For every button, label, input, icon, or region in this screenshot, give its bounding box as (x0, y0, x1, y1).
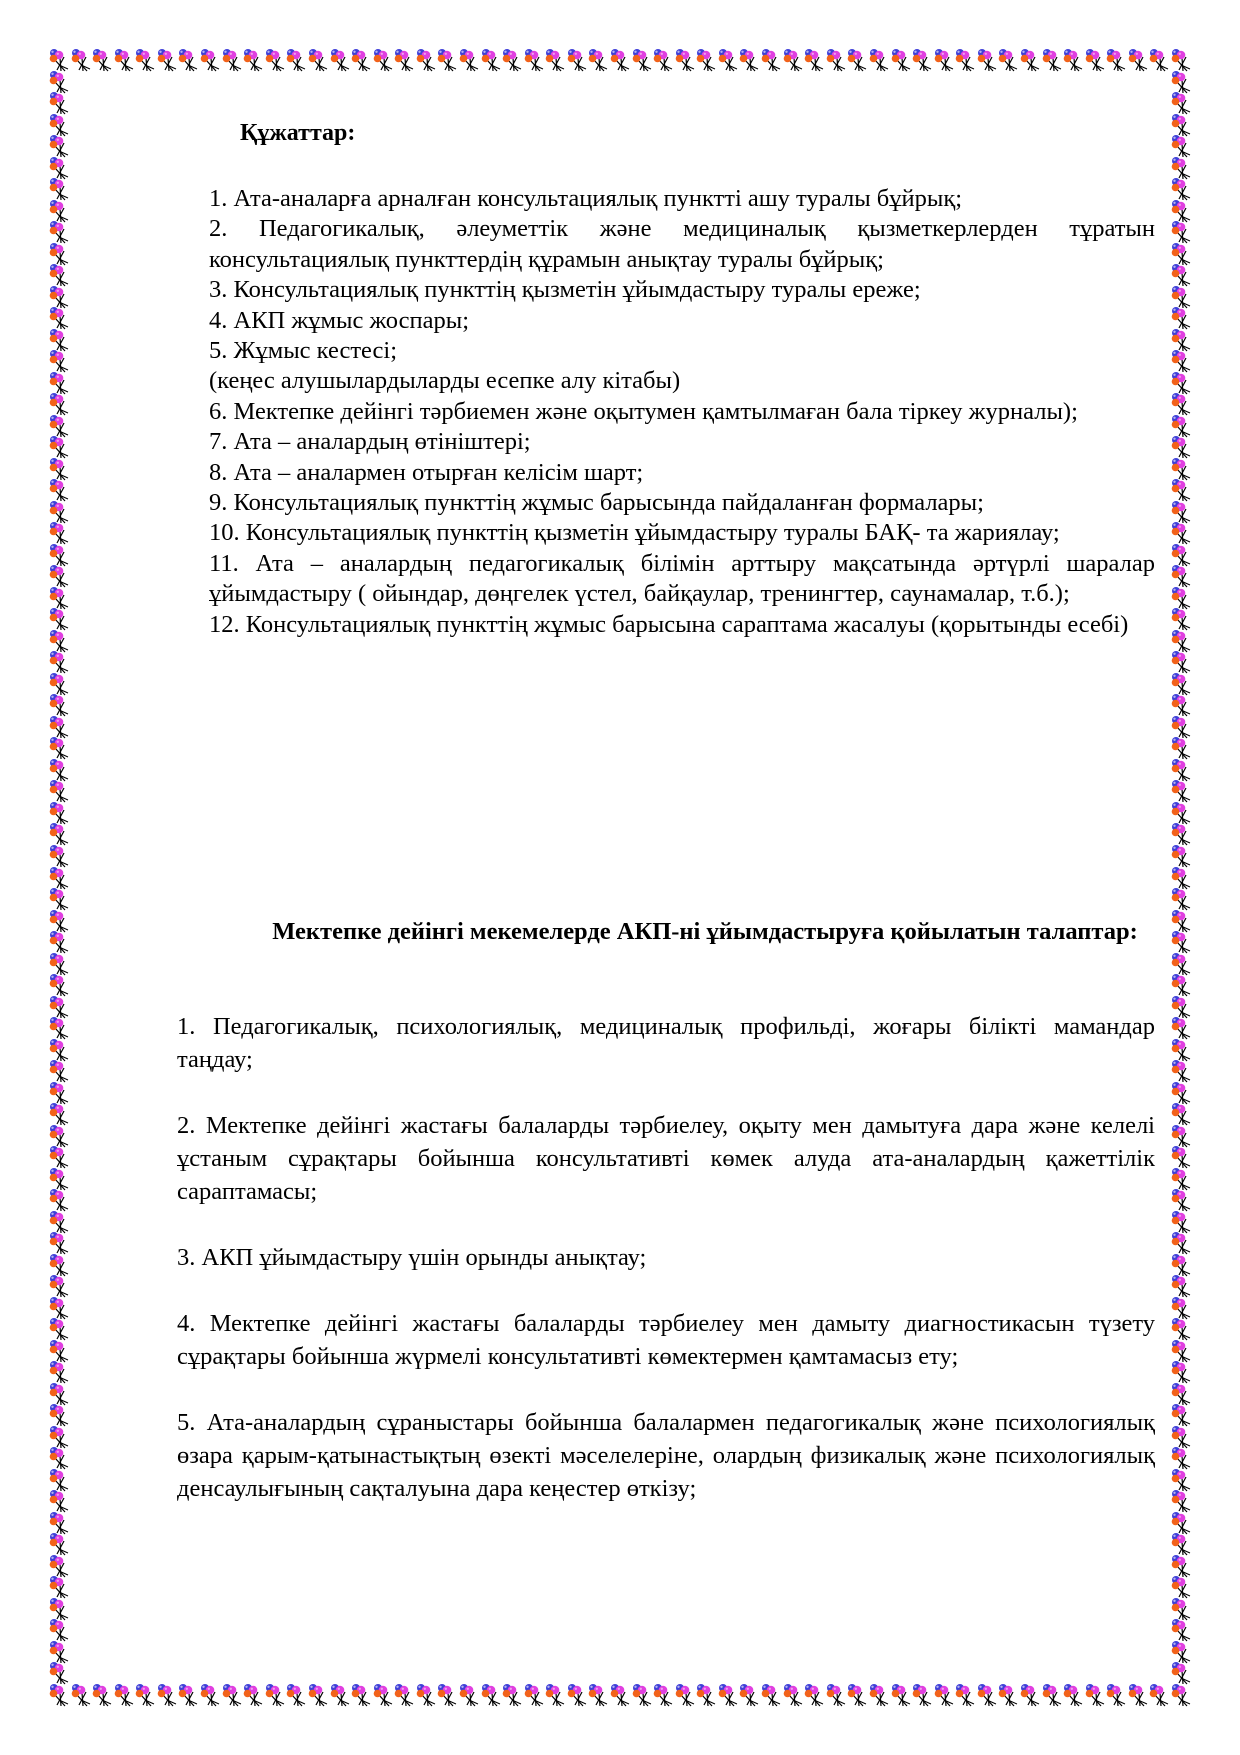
balloon-icon (48, 328, 70, 352)
balloon-icon (1170, 1575, 1192, 1599)
balloon-icon (48, 285, 70, 309)
list-item: 2. Педагогикалық, әлеуметтік және медициналық қызметкерлерден тұратын консультациялық пункттердің құрамын анықтау туралы бұйрық; (209, 215, 1155, 273)
balloon-icon (48, 758, 70, 782)
balloon-icon (307, 48, 329, 72)
balloon-icon (1170, 1360, 1192, 1384)
balloon-icon (1170, 543, 1192, 567)
balloon-icon (48, 1511, 70, 1535)
balloon-icon (609, 48, 631, 72)
balloon-icon (1170, 758, 1192, 782)
balloon-icon (221, 48, 243, 72)
balloon-icon (48, 306, 70, 330)
balloon-icon (501, 1683, 523, 1707)
balloon-icon (1170, 156, 1192, 180)
balloon-icon (48, 1339, 70, 1363)
balloon-icon (760, 48, 782, 72)
balloon-icon (1170, 1661, 1192, 1685)
balloon-icon (307, 1683, 329, 1707)
balloon-icon (631, 1683, 653, 1707)
balloon-icon (523, 48, 545, 72)
balloon-icon (1170, 693, 1192, 717)
balloon-icon (501, 48, 523, 72)
balloon-icon (1170, 822, 1192, 846)
balloon-icon (48, 1360, 70, 1384)
balloon-icon (1041, 48, 1063, 72)
balloon-icon (997, 48, 1019, 72)
balloon-icon (48, 263, 70, 287)
balloon-icon (566, 1683, 588, 1707)
balloon-icon (91, 1683, 113, 1707)
balloon-icon (1170, 242, 1192, 266)
list-item: 9. Консультациялық пункттің жұмыс барысында пайдаланған формалары; (209, 489, 984, 517)
balloon-icon (458, 48, 480, 72)
balloon-icon (242, 1683, 264, 1707)
balloon-icon (587, 1683, 609, 1707)
balloon-icon (48, 521, 70, 545)
balloon-icon (1170, 1640, 1192, 1664)
list-item: 10. Консультациялық пункттің қызметін ұйымдастыру туралы БАҚ- та жариялау; (209, 519, 1060, 547)
balloon-icon (113, 48, 135, 72)
balloon-icon (1170, 1339, 1192, 1363)
balloon-icon (480, 1683, 502, 1707)
balloon-icon (1170, 1511, 1192, 1535)
balloon-icon (393, 1683, 415, 1707)
documents-heading: Құжаттар: (240, 120, 356, 146)
balloon-icon (48, 1231, 70, 1255)
balloon-icon (48, 930, 70, 954)
balloon-icon (1170, 607, 1192, 631)
balloon-icon (48, 1597, 70, 1621)
balloon-icon (1170, 1683, 1192, 1707)
balloon-icon (1170, 48, 1192, 72)
balloon-icon (1170, 263, 1192, 287)
list-item: 3. Консультациялық пункттің қызметін ұйымдастыру туралы ереже; (209, 276, 921, 304)
balloon-icon (372, 1683, 394, 1707)
balloon-icon (264, 1683, 286, 1707)
list-item: 6. Мектепке дейінгі тәрбиемен және оқытумен қамтылмаған бала тіркеу журналы); (209, 397, 1078, 425)
balloon-icon (1105, 1683, 1127, 1707)
balloon-icon (48, 801, 70, 825)
balloon-icon (1170, 1059, 1192, 1083)
balloon-icon (1170, 199, 1192, 223)
balloon-icon (1170, 1167, 1192, 1191)
balloon-icon (48, 629, 70, 653)
balloon-icon (48, 1554, 70, 1578)
balloon-icon (285, 1683, 307, 1707)
balloon-icon (587, 48, 609, 72)
balloon-icon (48, 1403, 70, 1427)
balloon-icon (48, 113, 70, 137)
balloon-icon (1170, 1231, 1192, 1255)
balloon-icon (1170, 371, 1192, 395)
balloon-icon (48, 607, 70, 631)
balloon-icon (1170, 457, 1192, 481)
balloon-icon (1170, 887, 1192, 911)
list-item: 8. Ата – аналармен отырған келісім шарт; (209, 458, 644, 486)
balloon-icon (1170, 1554, 1192, 1578)
balloon-icon (1170, 1532, 1192, 1556)
balloon-icon (48, 1640, 70, 1664)
balloon-icon (1170, 1489, 1192, 1513)
balloon-icon (48, 693, 70, 717)
balloon-icon (48, 134, 70, 158)
balloon-icon (48, 736, 70, 760)
list-item: 4. Мектепке дейінгі жастағы балаларды тәрбиелеу мен дамыту диагностикасын түзету сұрақтары бойынша жүрмелі консультативті көмектермен қамтамасыз ету; (177, 1310, 1155, 1370)
balloon-icon (1170, 1016, 1192, 1040)
balloon-icon (48, 1425, 70, 1449)
balloon-icon (350, 48, 372, 72)
balloon-icon (70, 1683, 92, 1707)
balloon-icon (1170, 70, 1192, 94)
balloon-icon (1170, 564, 1192, 588)
balloon-icon (1127, 1683, 1149, 1707)
balloon-icon (48, 952, 70, 976)
balloon-icon (1170, 478, 1192, 502)
list-item: (кеңес алушылардыларды есепке алу кітабы) (209, 367, 681, 395)
balloon-icon (1148, 48, 1170, 72)
balloon-icon (48, 1575, 70, 1599)
balloon-icon (480, 48, 502, 72)
balloon-icon (436, 1683, 458, 1707)
balloon-icon (1170, 930, 1192, 954)
requirements-list (177, 1010, 1155, 1538)
balloon-icon (1170, 500, 1192, 524)
balloon-icon (1170, 1468, 1192, 1492)
balloon-icon (1170, 736, 1192, 760)
balloon-icon (393, 48, 415, 72)
balloon-icon (674, 48, 696, 72)
balloon-icon (1170, 392, 1192, 416)
requirements-heading: Мектепке дейінгі мекемелерде АКП-ні ұйымдастыруға қойылатын талаптар: (272, 918, 1138, 945)
list-item: 5. Жұмыс кестесі; (209, 337, 397, 365)
balloon-icon (1170, 349, 1192, 373)
balloon-icon (48, 1618, 70, 1642)
balloon-icon (1170, 1124, 1192, 1148)
balloon-icon (1170, 1618, 1192, 1642)
balloon-icon (1170, 1253, 1192, 1277)
balloon-icon (48, 220, 70, 244)
list-item: 5. Ата-аналардың сұраныстары бойынша балалармен педагогикалық және психологиялық өзара қарым-қатынастықтың өзекті мәселелеріне, олардың физикалық және психологиялық денсаулығының сақталуына дара кеңестер өткізу; (177, 1409, 1155, 1502)
balloon-icon (48, 1532, 70, 1556)
balloon-icon (329, 48, 351, 72)
balloon-icon (48, 650, 70, 674)
balloon-icon (350, 1683, 372, 1707)
balloon-icon (803, 48, 825, 72)
balloon-icon (933, 1683, 955, 1707)
balloon-icon (48, 199, 70, 223)
balloon-icon (1170, 113, 1192, 137)
balloon-icon (631, 48, 653, 72)
balloon-icon (1170, 1188, 1192, 1212)
balloon-icon (695, 48, 717, 72)
balloon-icon (48, 91, 70, 115)
balloon-icon (1170, 909, 1192, 933)
balloon-icon (1170, 414, 1192, 438)
balloon-icon (48, 779, 70, 803)
balloon-icon (911, 48, 933, 72)
balloon-icon (1170, 134, 1192, 158)
balloon-icon (717, 48, 739, 72)
balloon-icon (717, 1683, 739, 1707)
balloon-icon (1170, 844, 1192, 868)
balloon-icon (976, 1683, 998, 1707)
balloon-icon (544, 1683, 566, 1707)
balloon-icon (1062, 1683, 1084, 1707)
balloon-icon (846, 48, 868, 72)
balloon-icon (48, 1296, 70, 1320)
balloon-icon (285, 48, 307, 72)
balloon-icon (1170, 973, 1192, 997)
balloon-icon (1170, 177, 1192, 201)
balloon-icon (48, 866, 70, 890)
balloon-icon (48, 457, 70, 481)
balloon-icon (48, 70, 70, 94)
balloon-icon (1170, 1038, 1192, 1062)
balloon-icon (177, 48, 199, 72)
balloon-icon (48, 1145, 70, 1169)
balloon-icon (1170, 1317, 1192, 1341)
list-item: 2. Мектепке дейінгі жастағы балаларды тәрбиелеу, оқыту мен дамытуға дара және келелі ұстаным сұрақтары бойынша консультативті көмек алуда ата-аналардың қажеттілік сараптамасы; (177, 1112, 1155, 1205)
balloon-icon (738, 1683, 760, 1707)
balloon-icon (177, 1683, 199, 1707)
balloon-icon (1148, 1683, 1170, 1707)
balloon-icon (1062, 48, 1084, 72)
balloon-icon (48, 1102, 70, 1126)
balloon-icon (1170, 586, 1192, 610)
balloon-icon (652, 48, 674, 72)
balloon-icon (48, 1016, 70, 1040)
balloon-icon (48, 564, 70, 588)
balloon-icon (48, 242, 70, 266)
balloon-icon (48, 1382, 70, 1406)
balloon-icon (264, 48, 286, 72)
balloon-icon (48, 586, 70, 610)
documents-list (209, 184, 1155, 640)
balloon-icon (48, 371, 70, 395)
balloon-icon (1170, 672, 1192, 696)
balloon-icon (566, 48, 588, 72)
balloon-icon (48, 1489, 70, 1513)
balloon-icon (1127, 48, 1149, 72)
balloon-icon (825, 48, 847, 72)
balloon-icon (48, 1188, 70, 1212)
balloon-icon (48, 349, 70, 373)
balloon-icon (825, 1683, 847, 1707)
balloon-icon (48, 156, 70, 180)
balloon-icon (954, 48, 976, 72)
list-item: 4. АКП жұмыс жоспары; (209, 306, 470, 334)
balloon-icon (48, 1317, 70, 1341)
balloon-icon (1170, 521, 1192, 545)
balloon-icon (48, 822, 70, 846)
balloon-icon (329, 1683, 351, 1707)
balloon-icon (415, 48, 437, 72)
balloon-icon (48, 48, 70, 72)
balloon-icon (48, 414, 70, 438)
balloon-icon (890, 1683, 912, 1707)
balloon-icon (1170, 1446, 1192, 1470)
balloon-icon (48, 177, 70, 201)
balloon-icon (1170, 1296, 1192, 1320)
balloon-icon (782, 1683, 804, 1707)
balloon-icon (1170, 995, 1192, 1019)
balloon-icon (609, 1683, 631, 1707)
balloon-icon (458, 1683, 480, 1707)
balloon-icon (221, 1683, 243, 1707)
balloon-icon (890, 48, 912, 72)
balloon-icon (1170, 220, 1192, 244)
balloon-icon (48, 478, 70, 502)
balloon-icon (48, 500, 70, 524)
balloon-icon (803, 1683, 825, 1707)
balloon-icon (1084, 48, 1106, 72)
balloon-icon (156, 48, 178, 72)
balloon-icon (48, 1253, 70, 1277)
balloon-icon (372, 48, 394, 72)
balloon-icon (199, 1683, 221, 1707)
balloon-icon (1084, 1683, 1106, 1707)
balloon-icon (48, 973, 70, 997)
balloon-icon (868, 48, 890, 72)
balloon-icon (70, 48, 92, 72)
balloon-icon (523, 1683, 545, 1707)
balloon-icon (48, 1468, 70, 1492)
list-item: 1. Педагогикалық, психологиялық, медициналық профильді, жоғары білікті мамандар таңдау; (177, 1013, 1155, 1073)
balloon-icon (1170, 306, 1192, 330)
balloon-icon (1170, 1210, 1192, 1234)
balloon-icon (1170, 650, 1192, 674)
balloon-icon (997, 1683, 1019, 1707)
balloon-icon (48, 1124, 70, 1148)
balloon-icon (48, 1683, 70, 1707)
balloon-icon (1170, 952, 1192, 976)
balloon-icon (1019, 1683, 1041, 1707)
balloon-icon (544, 48, 566, 72)
balloon-icon (868, 1683, 890, 1707)
balloon-icon (1170, 1102, 1192, 1126)
balloon-icon (1170, 715, 1192, 739)
balloon-icon (48, 543, 70, 567)
balloon-icon (91, 48, 113, 72)
balloon-icon (846, 1683, 868, 1707)
balloon-icon (911, 1683, 933, 1707)
balloon-icon (48, 909, 70, 933)
balloon-icon (134, 1683, 156, 1707)
list-item: 1. Ата-аналарға арналған консультациялық пунктті ашу туралы бұйрық; (209, 185, 963, 212)
balloon-icon (1170, 1403, 1192, 1427)
balloon-icon (48, 1446, 70, 1470)
balloon-icon (134, 48, 156, 72)
list-item: 12. Консультациялық пункттің жұмыс барысына сараптама жасалуы (қорытынды есебі) (209, 610, 1129, 638)
balloon-icon (48, 844, 70, 868)
balloon-icon (1170, 91, 1192, 115)
balloon-icon (1170, 435, 1192, 459)
balloon-icon (242, 48, 264, 72)
balloon-icon (48, 1081, 70, 1105)
balloon-icon (674, 1683, 696, 1707)
balloon-icon (48, 435, 70, 459)
balloon-icon (1170, 1081, 1192, 1105)
balloon-icon (48, 715, 70, 739)
balloon-icon (48, 392, 70, 416)
balloon-icon (48, 1059, 70, 1083)
balloon-icon (933, 48, 955, 72)
balloon-icon (1170, 779, 1192, 803)
balloon-icon (48, 1210, 70, 1234)
balloon-icon (48, 995, 70, 1019)
balloon-icon (1170, 801, 1192, 825)
list-item: 11. Ата – аналардың педагогикалық білімін арттыру мақсатында әртүрлі шаралар ұйымдастыру ( ойындар, дөңгелек үстел, байқаулар, тренингтер, саунамалар, т.б.); (209, 549, 1155, 608)
balloon-icon (782, 48, 804, 72)
balloon-icon (1041, 1683, 1063, 1707)
balloon-icon (48, 1274, 70, 1298)
balloon-icon (48, 1038, 70, 1062)
balloon-icon (199, 48, 221, 72)
balloon-icon (695, 1683, 717, 1707)
balloon-icon (1170, 328, 1192, 352)
balloon-icon (976, 48, 998, 72)
balloon-icon (1170, 1425, 1192, 1449)
balloon-icon (415, 1683, 437, 1707)
balloon-icon (1019, 48, 1041, 72)
list-item: 3. АКП ұйымдастыру үшін орынды анықтау; (177, 1244, 647, 1271)
list-item: 7. Ата – аналардың өтініштері; (209, 428, 531, 456)
balloon-icon (1170, 1145, 1192, 1169)
balloon-icon (760, 1683, 782, 1707)
balloon-icon (1170, 1597, 1192, 1621)
balloon-icon (652, 1683, 674, 1707)
balloon-icon (1170, 285, 1192, 309)
balloon-icon (1170, 1382, 1192, 1406)
balloon-icon (738, 48, 760, 72)
balloon-icon (436, 48, 458, 72)
balloon-icon (1170, 1274, 1192, 1298)
balloon-icon (48, 887, 70, 911)
balloon-icon (954, 1683, 976, 1707)
balloon-icon (1170, 629, 1192, 653)
balloon-icon (156, 1683, 178, 1707)
balloon-icon (1105, 48, 1127, 72)
balloon-icon (48, 672, 70, 696)
balloon-icon (48, 1167, 70, 1191)
balloon-icon (113, 1683, 135, 1707)
balloon-icon (48, 1661, 70, 1685)
balloon-icon (1170, 866, 1192, 890)
